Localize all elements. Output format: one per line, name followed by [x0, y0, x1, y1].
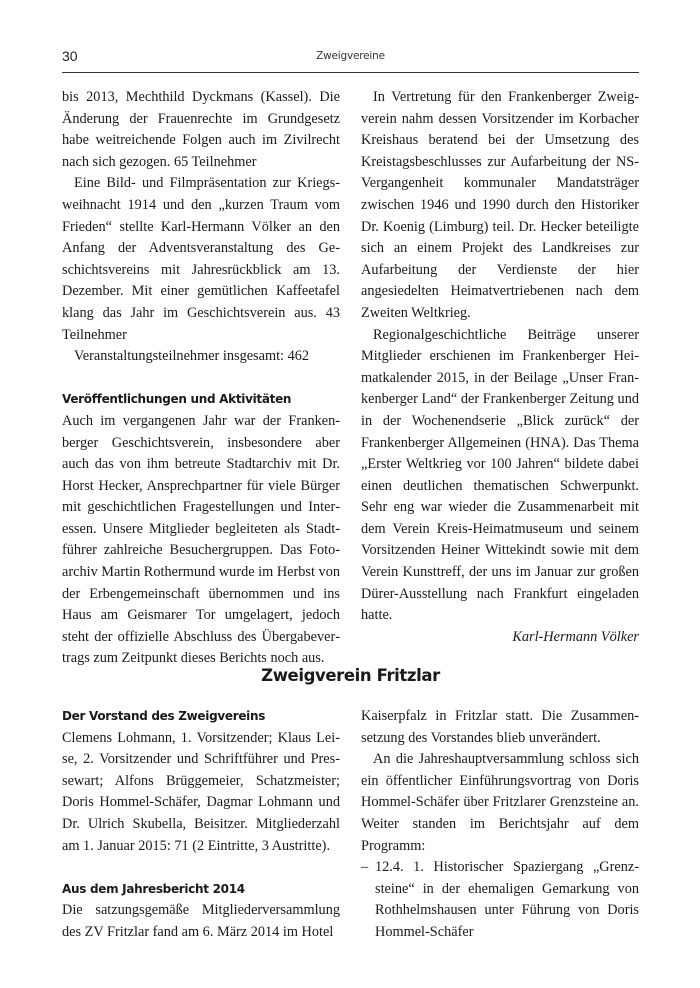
dash-bullet: – [361, 859, 369, 876]
paragraph: Regionalgeschichtliche Beiträge unserer Mitglieder erschienen im Frankenberger Heimatkalender 2015, in der Beilage „Unser Frankenberger Land“ der Frankenberger Zeitung und in der Wochenendserie „Blick zurück“ der Frankenberger Allgemeinen (HNA). Das Thema „Erster Weltkrieg vor 100 Jahren“ bildete dabei einen deutlichen thematischen Schwerpunkt. Sehr eng war wieder die Zusammenarbeit mit dem Verein Kreis-Heimatmuseum und seinem Vorsitzenden Heiner Wittekindt sowie mit dem Verein Kunsttreff, der uns im Januar zur großen Dürer-Ausstellung nach Frankfurt eingeladen hatte. [361, 326, 639, 624]
subheading-publications: Veröffentlichungen und Aktivitäten [62, 392, 292, 407]
spacer [62, 857, 340, 879]
paragraph-total: Veranstaltungsteilnehmer insgesamt: 462 [74, 348, 310, 365]
section-title: Zweigverein Fritzlar [261, 666, 440, 685]
paragraph: Clemens Lohmann, 1. Vorsitzender; Klaus Leise, 2. Vorsitzender und Schriftführer und Pressewart; Alfons Brüggemeier, Schatzmeister; Doris Hommel-Schäfer, Dagmar Lohmann und Dr. Ulrich Skubella, Beisitzer. Mitgliederzahl am 1. Januar 2015: 71 (2 Eintritte, 3 Austritte). [62, 729, 340, 854]
page-number: 30 [62, 48, 78, 64]
top-left-column [62, 87, 340, 670]
paragraph: Eine Bild- und Filmpräsentation zur Kriegsweihnacht 1914 und den „kurzen Traum vom Frieden“ stellte Karl-Hermann Völker an den Anfang der Adventsveranstaltung des Geschichtsvereins mit Jahresrückblick am 13. Dezember. Mit einer gemütlichen Kaffeetafel klang das Jahr im Geschichtsverein aus. 43 Teilnehmer [62, 175, 340, 343]
paragraph: In Vertretung für den Frankenberger Zweigverein nahm dessen Vorsitzender im Korbacher Kreishaus beratend bei der Umsetzung des Kreistagsbeschlusses zur Aufarbeitung der NS-Vergangenheit kommunaler Mandatsträger zwischen 1946 und 1990 durch den Historiker Dr. Koenig (Limburg) teil. Dr. Hecker beteiligte sich an einem Projekt des Landkreises zur Aufarbeitung der Verdienste der hier angesiedelten Heimatvertriebenen nach dem Zweiten Weltkrieg. [361, 89, 639, 321]
spacer [62, 368, 340, 390]
paragraph: An die Jahreshauptversammlung schloss sich ein öffentlicher Einführungsvortrag von Doris Hommel-Schäfer über Fritzlarer Grenzsteine an. Weiter standen im Berichtsjahr auf dem Programm: [361, 751, 639, 854]
author-signature: Karl-Hermann Völker [512, 628, 639, 645]
list-item [361, 857, 639, 943]
running-title: Zweigvereine [316, 50, 385, 62]
paragraph: Kaiserpfalz in Fritzlar statt. Die Zusammensetzung des Vorstandes blieb unverändert. [361, 708, 639, 746]
page-header [62, 48, 639, 73]
subheading-annual-report: Aus dem Jahresbericht 2014 [62, 881, 245, 896]
paragraph: bis 2013, Mechthild Dyckmans (Kassel). Die Änderung der Frauenrechte im Grundgesetz habe weitreichende Folgen auch im Zivilrecht nach sich gezogen. 65 Teilnehmer [62, 89, 340, 170]
bottom-right-column [361, 706, 639, 944]
paragraph: Auch im vergangenen Jahr war der Frankenberger Geschichtsverein, insbesondere aber auch das von ihm betreute Stadtarchiv mit Dr. Horst Hecker, Ansprechpartner für viele Bürger mit geschichtlichen Fragestellungen und Interessen. Unsere Mitglieder begleiteten als Stadtführer zahlreiche Besuchergruppen. Das Fotoarchiv Martin Rothermund wurde im Herbst von der Erbengemeinschaft übernommen und ins Haus am Geismarer Tor umgelagert, jedoch steht der offizielle Abschluss des Übergabevertrags zum Zeitpunkt dieses Berichts noch aus. [62, 412, 340, 667]
paragraph: Die satzungsgemäße Mitgliederversammlung des ZV Fritzlar fand am 6. März 2014 im Hotel [62, 902, 340, 940]
top-right-column [361, 87, 639, 648]
list-item-text: 12.4. 1. Historischer Spaziergang „Grenzsteine“ in der ehemaligen Gemarkung von Rothhelmshausen unter Führung von Doris Hommel-Schäfer [375, 859, 639, 940]
bottom-left-column [62, 706, 340, 944]
subheading-board: Der Vorstand des Zweigvereins [62, 709, 266, 723]
